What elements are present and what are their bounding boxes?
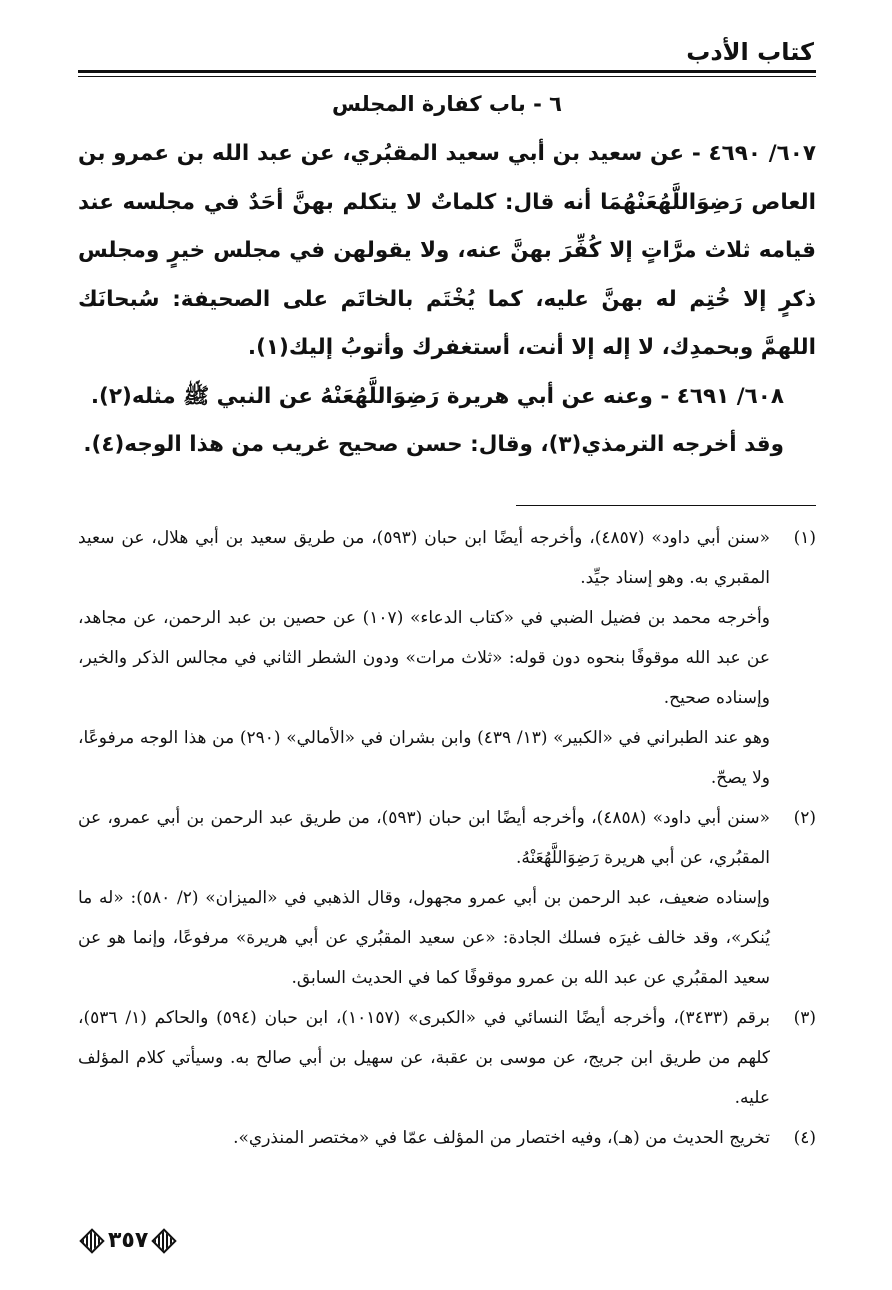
- footnote-number: (٤): [793, 1128, 816, 1148]
- footnote-number: (٣): [793, 1008, 816, 1028]
- footnote-number: (١): [793, 528, 816, 548]
- footnote-paragraph: برقم (٣٤٣٣)، وأخرجه أيضًا النسائي في «الكبرى» (١٠١٥٧)، ابن حبان (٥٩٤) والحاكم (١/ ٥٣٦)، كلهم من طريق ابن جريج، عن موسى بن عقبة، عن سهيل بن أبي صالح به. وسيأتي كلام المؤلف عليه.: [78, 1008, 770, 1108]
- footnote-paragraph: وهو عند الطبراني في «الكبير» (١٣/ ٤٣٩) وابن بشران في «الأمالي» (٢٩٠) من هذا الوجه مرفوعًا، ولا يصحّ.: [78, 728, 770, 788]
- main-text: [78, 130, 816, 470]
- header-rule-thick: [78, 70, 816, 73]
- footnotes: [78, 518, 816, 1158]
- hadith-608: ٦٠٨/ ٤٦٩١ - وعنه عن أبي هريرة رَضِوَاللَّهُعَنْهُ عن النبي ﷺ مثله(٢).: [90, 383, 784, 409]
- ornament-icon: [79, 1228, 104, 1253]
- footnote-3: [78, 998, 816, 1118]
- hadith-607: ٦٠٧/ ٤٦٩٠ - عن سعيد بن أبي سعيد المقبُري، عن عبد الله بن عمرو بن العاص رَضِوَاللَّهُعَنْهُمَا أنه قال: كلماتٌ لا يتكلم بهنَّ أحَدٌ في مجلسه عند قيامه ثلاث مرَّاتٍ إلا كُفِّرَ بهنَّ عنه، ولا يقولهن في مجلس خيرٍ ومجلس ذكرٍ إلا خُتِم له بهنَّ عليه، كما يُخْتَم بالخاتَم على الصحيفة: سُبحانَك اللهمَّ وبحمدِك، لا إله إلا أنت، أستغفرك وأتوبُ إليك(١).: [78, 141, 816, 360]
- footnote-2: [78, 798, 816, 998]
- page-number: ٣٥٧: [108, 1228, 149, 1253]
- footnote-paragraph: تخريج الحديث من (هـ)، وفيه اختصار من المؤلف عمّا في «مختصر المنذري».: [233, 1128, 770, 1148]
- footnote-paragraph: وإسناده ضعيف، عبد الرحمن بن أبي عمرو مجهول، وقال الذهبي في «الميزان» (٢/ ٥٨٠): «له ما يُنكر»، وقد خالف غيرَه فسلك الجادة: «عن سعيد المقبُري عن أبي هريرة» مرفوعًا، وإنما هو عن سعيد المقبُري عن عبد الله بن عمرو موقوفًا كما في الحديث السابق.: [78, 888, 770, 988]
- running-title: كتاب الأدب: [686, 38, 814, 66]
- header-rule-thin: [78, 76, 816, 77]
- footnote-number: (٢): [793, 808, 816, 828]
- ornament-icon: [152, 1228, 177, 1253]
- footnote-paragraph: «سنن أبي داود» (٤٨٥٨)، وأخرجه أيضًا ابن حبان (٥٩٣)، من طريق عبد الرحمن بن أبي عمرو، عن المقبُري، عن أبي هريرة رَضِوَاللَّهُعَنْهُ.: [78, 808, 770, 868]
- page-number-folio: [80, 1228, 176, 1253]
- footnote-4: [78, 1118, 816, 1158]
- footnote-divider: [516, 505, 816, 506]
- footnote-paragraph: وأخرجه محمد بن فضيل الضبي في «كتاب الدعاء» (١٠٧) عن حصين بن عبد الرحمن، عن مجاهد، عن عبد الله موقوفًا بنحوه دون قوله: «ثلاث مرات» ودون الشطر الثاني في مجالس الذكر والخير، وإسناده صحيح.: [78, 608, 770, 708]
- footnote-paragraph: «سنن أبي داود» (٤٨٥٧)، وأخرجه أيضًا ابن حبان (٥٩٣)، من طريق سعيد بن أبي هلال، عن سعيد المقبري به. وهو إسناد جيِّد.: [78, 528, 770, 588]
- chapter-title: ٦ - باب كفارة المجلس: [332, 92, 562, 116]
- tirmidhi-note: وقد أخرجه الترمذي(٣)، وقال: حسن صحيح غريب من هذا الوجه(٤).: [83, 432, 784, 457]
- footnote-1: [78, 518, 816, 798]
